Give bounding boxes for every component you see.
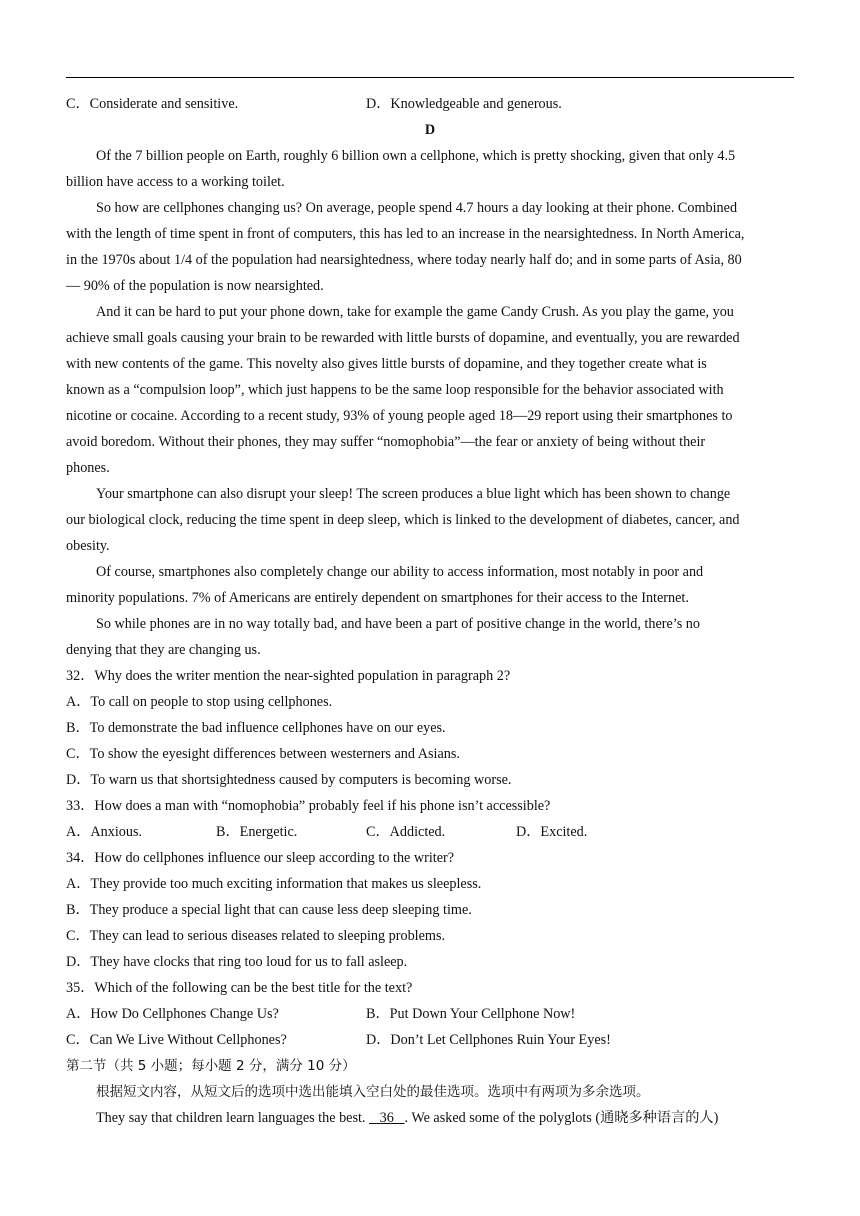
answer-option-d: D．Don’t Let Cellphones Ruin Your Eyes! — [366, 1032, 611, 1048]
answer-option-b: B．To demonstrate the bad influence cellphones have on our eyes. — [66, 720, 446, 736]
answer-option-b: B．Energetic. — [216, 824, 298, 840]
passage-line: obesity. — [66, 538, 110, 554]
header-rule — [66, 77, 794, 78]
previous-question-options — [66, 91, 794, 117]
answer-option-a: A．Anxious. — [66, 824, 143, 840]
reading-passage — [66, 143, 794, 663]
question-32 — [66, 663, 794, 793]
passage-line: avoid boredom. Without their phones, they may suffer “nomophobia”—the fear or anxiety of being without their — [66, 434, 706, 450]
cloze-text-end: . We asked some of the polyglots (通晓多种语言的人) — [404, 1110, 719, 1126]
passage-line: known as a “compulsion loop”, which just happens to be the same loop responsible for the behavior associated with — [66, 382, 724, 398]
question-35 — [66, 975, 794, 1053]
answer-option-c: C．To show the eyesight differences between westerners and Asians. — [66, 746, 460, 762]
answer-blank-36: 36 — [369, 1110, 405, 1126]
passage-line: So how are cellphones changing us? On average, people spend 4.7 hours a day looking at their phone. Combined — [96, 200, 738, 216]
answer-options-row — [66, 819, 794, 845]
answer-option-a: A．They provide too much exciting information that makes us sleepless. — [66, 876, 482, 892]
passage-line: our biological clock, reducing the time spent in deep sleep, which is linked to the development of diabetes, cancer, and — [66, 512, 740, 528]
section-heading: 第二节（共 5 小题；每小题 2 分，满分 10 分） — [66, 1058, 356, 1074]
answer-option-b: B．They produce a special light that can cause less deep sleeping time. — [66, 902, 472, 918]
answer-option-d: D．Excited. — [516, 824, 588, 840]
passage-line: Your smartphone can also disrupt your sleep! The screen produces a blue light which has been shown to change — [96, 486, 731, 502]
exam-page — [66, 91, 794, 1131]
passage-line: phones. — [66, 460, 110, 476]
answer-option-d: D．To warn us that shortsightedness caused by computers is becoming worse. — [66, 772, 512, 788]
option-c: C．Considerate and sensitive. — [66, 96, 239, 112]
question-34 — [66, 845, 794, 975]
answer-option-c: C．They can lead to serious diseases related to sleeping problems. — [66, 928, 446, 944]
passage-line: with the length of time spent in front of computers, this has led to an increase in the nearsightedness. In North America, — [66, 226, 745, 242]
answer-options-row — [66, 1001, 794, 1027]
section-letter: D — [424, 122, 436, 138]
answer-option-d: D．They have clocks that ring too loud for us to fall asleep. — [66, 954, 408, 970]
answer-option-c: C．Can We Live Without Cellphones? — [66, 1032, 287, 1048]
answer-option-a: A．How Do Cellphones Change Us? — [66, 1006, 279, 1022]
passage-line: achieve small goals causing your brain to be rewarded with little bursts of dopamine, and eventually, you are rewarded — [66, 330, 740, 346]
answer-option-c: C．Addicted. — [366, 824, 446, 840]
passage-line: — 90% of the population is now nearsighted. — [66, 278, 324, 294]
question-33 — [66, 793, 794, 845]
passage-line: So while phones are in no way totally bad, and have been a part of positive change in the world, there’s no — [96, 616, 700, 632]
answer-options-row — [66, 1027, 794, 1053]
passage-line: billion have access to a working toilet. — [66, 174, 285, 190]
passage-line: Of the 7 billion people on Earth, roughly 6 billion own a cellphone, which is pretty shocking, given that only 4.5 — [96, 148, 736, 164]
option-d: D．Knowledgeable and generous. — [366, 96, 562, 112]
passage-line: with new contents of the game. This novelty also gives little bursts of dopamine, and they together create what is — [66, 356, 707, 372]
question-stem: 32．Why does the writer mention the near-sighted population in paragraph 2? — [66, 668, 511, 684]
passage-line: And it can be hard to put your phone down, take for example the game Candy Crush. As you play the game, you — [96, 304, 734, 320]
question-stem: 33．How does a man with “nomophobia” probably feel if his phone isn’t accessible? — [66, 798, 551, 814]
passage-line: in the 1970s about 1/4 of the population had nearsightedness, where today nearly half do; and in some parts of Asia, 80 — [66, 252, 742, 268]
passage-line: minority populations. 7% of Americans are entirely dependent on smartphones for their access to the Internet. — [66, 590, 689, 606]
answer-option-b: B．Put Down Your Cellphone Now! — [366, 1006, 576, 1022]
cloze-passage-line — [66, 1105, 794, 1131]
cloze-text-start: They say that children learn languages the best. — [96, 1110, 370, 1126]
section-instruction: 根据短文内容，从短文后的选项中选出能填入空白处的最佳选项。选项中有两项为多余选项。 — [96, 1084, 650, 1100]
question-stem: 34．How do cellphones influence our sleep according to the writer? — [66, 850, 455, 866]
passage-line: denying that they are changing us. — [66, 642, 261, 658]
answer-option-a: A．To call on people to stop using cellphones. — [66, 694, 333, 710]
question-stem: 35．Which of the following can be the best title for the text? — [66, 980, 413, 996]
passage-line: Of course, smartphones also completely change our ability to access information, most notably in poor and — [96, 564, 704, 580]
passage-line: nicotine or cocaine. According to a recent study, 93% of young people aged 18—29 report using their smartphones to — [66, 408, 733, 424]
